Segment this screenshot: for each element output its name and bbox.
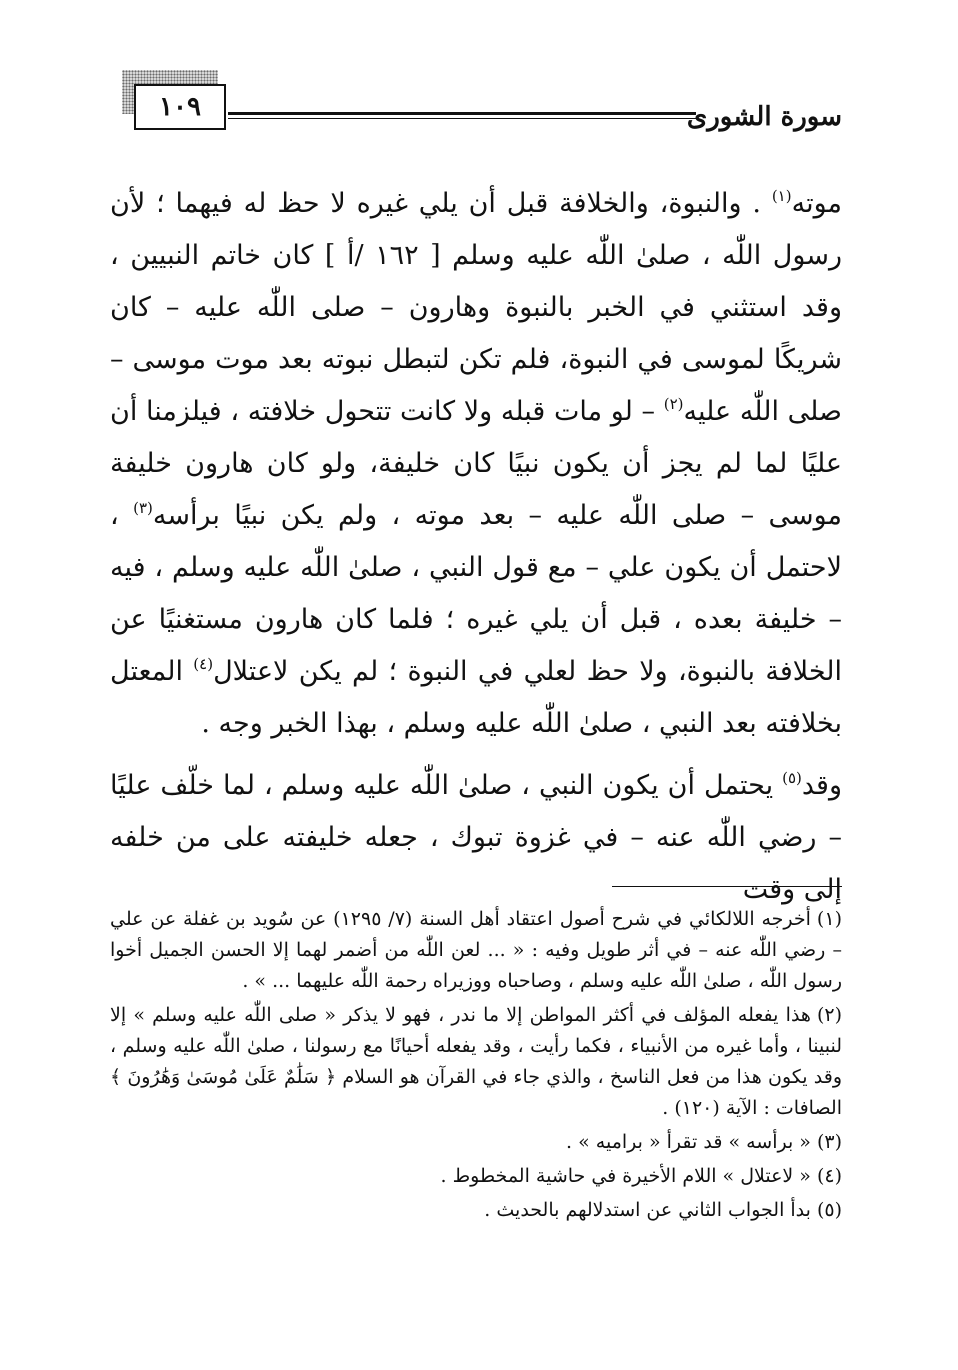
footnote-text: « برأسه » قد تقرأ « برامیه » . bbox=[566, 1131, 811, 1153]
footnote-number: (٣) bbox=[816, 1131, 842, 1153]
text-run: . والنبوة، والخلافة قبل أن يلي غيره لا حظ له فيهما ؛ لأن رسول اللّٰه ، صلىٰ اللّٰه عليه وسلم [ ١٦٢ /أ ] كان خاتم النبيين ، وقد استثني في الخبر بالنبوة وهارون – صلى اللّٰه عليه – كان شريكًا لموسى في النبوة، فلم تكن لتبطل نبوته بعد موت موسى – صلى اللّٰه عليه bbox=[110, 188, 842, 427]
text-run: – لو مات قبله ولا كانت تتحول خلافته ، فيلزمنا أن عليًا لما لم يجز أن يكون نبيًا كان خليفة، ولو كان هارون خليفة موسى – صلى اللّٰه عليه – بعد موته ، ولم يكن نبيًا برأسه bbox=[110, 396, 842, 531]
footnote-4 bbox=[110, 1161, 842, 1192]
text-run: يحتمل أن يكون النبي ، صلىٰ اللّٰه عليه وسلم ، لما خلّف عليًا – رضي اللّٰه عنه – في غزوة تبوك ، جعله خليفته على من خلفه إلى وقت bbox=[110, 770, 842, 905]
paragraph-1 bbox=[110, 178, 842, 750]
footnote-text: « لاعتلال » اللام الأخيرة في حاشية المخطوط . bbox=[440, 1165, 811, 1187]
text-run: ، لاحتمل أن يكون علي – مع قول النبي ، صلىٰ اللّٰه عليه وسلم ، فيه – خليفة بعده ، قبل أن يلي غيره ؛ فلما كان هارون مستغنيًا عن الخلافة بالنبوة، ولا حظ لعلي في النبوة ؛ لم يكن لاعتلال bbox=[110, 500, 843, 687]
footnote-number: (١) bbox=[816, 908, 842, 930]
footnote-1 bbox=[110, 904, 842, 997]
footnote-text: هذا يفعله المؤلف في أكثر المواطن إلا ما ندر ، فهو لا يذكر « صلى اللّٰه عليه وسلم » إلا لنبينا ، وأما غيره من الأنبياء ، فكما رأيت ، وقد يفعله أحيانًا مع رسولنا ، صلىٰ اللّٰه عليه وسلم ، وقد يكون هذا من فعل الناسخ ، والذي جاء في القرآن هو السلام ﴿ سَلَٰمٌ عَلَىٰ مُوسَىٰ وَهَٰرُونَ ﴾ الصافات : الآية (١٢٠) . bbox=[110, 1004, 842, 1119]
footnote-2 bbox=[110, 1000, 842, 1124]
footnote-ref-4[interactable]: (٤) bbox=[193, 655, 214, 673]
footnote-ref-1[interactable]: (١) bbox=[771, 187, 792, 205]
footnote-ref-3[interactable]: (٣) bbox=[133, 499, 153, 517]
page-header-title: سورة الشورى bbox=[686, 102, 842, 132]
footnote-ref-5[interactable]: (٥) bbox=[782, 769, 802, 787]
page-number-box bbox=[134, 84, 226, 130]
footnote-separator bbox=[612, 886, 842, 887]
footnotes bbox=[110, 904, 842, 1229]
text-run: المعتل بخلافته بعد النبي ، صلىٰ اللّٰه عليه وسلم ، بهذا الخبر وجه . bbox=[110, 656, 842, 739]
footnote-number: (٥) bbox=[816, 1199, 842, 1221]
paragraph-2 bbox=[110, 760, 842, 916]
footnote-text: بدأ الجواب الثاني عن استدلالهم بالحديث . bbox=[484, 1199, 811, 1221]
text-run: موته bbox=[791, 188, 842, 219]
footnote-text: أخرجه اللالكائي في شرح أصول اعتقاد أهل السنة (٧/ ١٢٩٥) عن سُويد بن غفلة عن علي – رضي اللّٰه عنه – في أثر طويل وفيه : « ... لعن اللّٰه من أضمر لهما إلا الحسن الجميل أخوا رسول اللّٰه ، صلىٰ اللّٰه عليه وسلم ، وصاحباه ووزيراه رحمة اللّٰه عليهما ... » . bbox=[110, 908, 842, 992]
footnote-ref-2[interactable]: (٢) bbox=[663, 395, 684, 413]
main-text bbox=[110, 178, 842, 916]
page-number: ١٠٩ bbox=[159, 92, 201, 122]
footnote-number: (٢) bbox=[816, 1004, 842, 1026]
text-run: وقد bbox=[801, 770, 842, 801]
header-rule bbox=[228, 112, 696, 119]
footnote-5 bbox=[110, 1195, 842, 1226]
footnote-number: (٤) bbox=[816, 1165, 842, 1187]
footnote-3 bbox=[110, 1127, 842, 1158]
